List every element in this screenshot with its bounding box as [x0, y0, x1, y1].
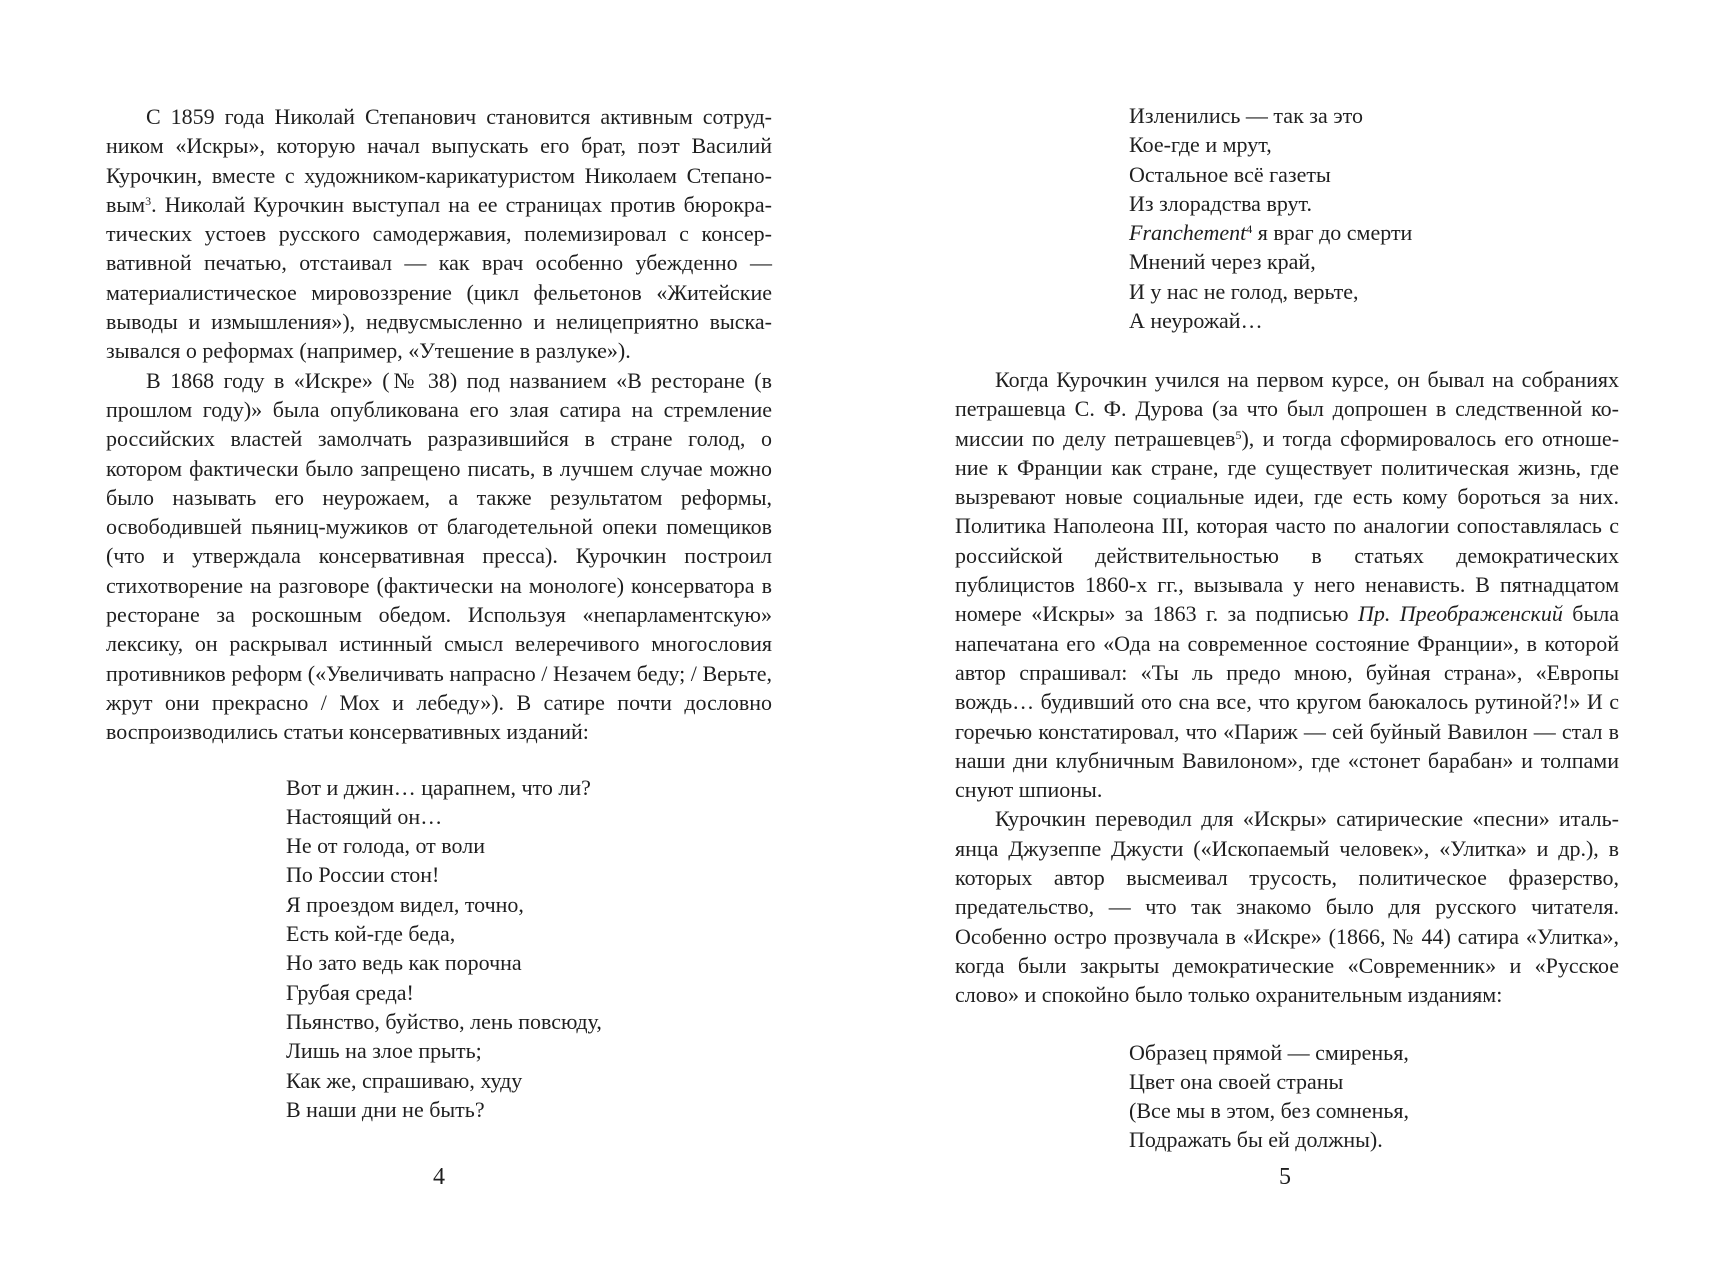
- verse-line: Цвет она своей страны: [1129, 1068, 1344, 1094]
- page-number: 5: [1279, 1164, 1291, 1190]
- verse-line: Остальное всё газеты: [1129, 161, 1331, 187]
- verse-stanza: [286, 773, 772, 1125]
- verse-line: Не от голода, от воли: [286, 833, 485, 859]
- verse-line: Я проездом видел, точно,: [286, 891, 524, 917]
- pseudonym: Пр. Преображенский: [1357, 601, 1563, 627]
- verse-stanza: [1129, 1038, 1619, 1155]
- verse-line: Из злорадства врут.: [1129, 190, 1313, 216]
- verse-line: А неурожай…: [1129, 308, 1263, 334]
- verse-line: Но зато ведь как порочна: [286, 950, 522, 976]
- foreign-word: Franchement: [1129, 220, 1247, 246]
- verse-line: Лишь на злое прыть;: [286, 1038, 482, 1064]
- verse-line: Образец прямой — смиренья,: [1129, 1039, 1409, 1065]
- verse-line: Настоящий он…: [286, 803, 443, 829]
- footnote-marker: 5: [1235, 427, 1242, 442]
- paragraph: В 1868 году в «Искре» (№ 38) под названием «В ресторане (в прошлом году)» была опубликована его злая сатира на стремление российских властей замолчать разразившийся в стране голод, о котором фактически было запрещено писать, в лучшем случае можно было называть его неурожаем, а также результатом реформы, освободившей пьяниц-мужиков от благодетельной опеки помещиков (что и утверждала консервативная пресса). Курочкин построил стихотворение на разговоре (фактически на монологе) консерватора в ресторане за роскошным обедом. Используя «непарламентскую» лексику, он раскрывал истинный смысл велеречивого многословия противников реформ («Увеличивать напрасно / Незачем беду; / Верьте, жрут они прекрасно / Мох и лебеду»). В сатире почти дословно воспроизводились статьи консервативных изданий:: [106, 367, 772, 745]
- page-number: 4: [433, 1164, 445, 1190]
- verse-line: Есть кой-где беда,: [286, 921, 456, 947]
- right-page: [856, 0, 1713, 1270]
- verse-line: Franchement$^4$ я враг до смерти: [1129, 220, 1413, 246]
- verse-line: В наши дни не быть?: [286, 1096, 485, 1122]
- verse-line: По России стон!: [286, 862, 440, 888]
- verse-line: Как же, спрашиваю, худу: [286, 1067, 523, 1093]
- verse-line: (Все мы в этом, без сомненья,: [1129, 1098, 1410, 1124]
- verse-line: Пьянство, буйство, лень повсюду,: [286, 1008, 602, 1034]
- verse-line: И у нас не голод, верьте,: [1129, 278, 1359, 304]
- verse-line: Вот и джин… царапнем, что ли?: [286, 774, 591, 800]
- verse-line: Мнений через край,: [1129, 249, 1316, 275]
- paragraph: С 1859 года Николай Степанович становится активным сотрудником «Искры», которую начал выпускать его брат, поэт Василий Курочкин, вместе с художником-карикатуристом Николаем Степановым$^3$. Николай Курочкин выступал на ее страницах против бюрократических устоев русского самодержавия, полемизировал с консервативной печатью, отстаивал — как врач особенно убежденно — материалистическое мировоззрение (цикл фельетонов «Житейские выводы и измышления»), недвусмысленно и нелицеприятно высказывался о реформах (например, «Утешение в разлуке»).: [106, 104, 772, 364]
- verse-line: Грубая среда!: [286, 979, 414, 1005]
- verse-line: Кое-где и мрут,: [1129, 132, 1272, 158]
- left-page: [0, 0, 856, 1270]
- verse-stanza: [1129, 101, 1412, 335]
- footnote-marker: 3: [145, 193, 152, 208]
- paragraph: Когда Курочкин учился на первом курсе, он бывал на собраниях петрашевца С. Ф. Дурова (за что был допрошен в следственной комиссии по делу петрашевцев$^5$), и тогда сформировалось его отношение к Франции как стране, где существует политическая жизнь, где вызревают новые социальные идеи, где есть кому бороться за них. Политика Наполеона III, которая часто по аналогии сопоставлялась с российской действительностью в статьях демократических публицистов 1860-х гг., вызывала у него ненависть. В пятнадцатом номере «Искры» за 1863 г. за подписью Пр. Преображенский была напечатана его «Ода на современное состояние Франции», в которой автор спрашивал: «Ты ль предо мною, буйная страна», «Европы вождь… будивший ото сна все, что кругом баюкалось рутиной?!» И с горечью констатировал, что «Париж — сей буйный Вавилон — стал в наши дни клубничным Вавилоном», где «стонет барабан» и толпами снуют шпионы.: [955, 367, 1620, 803]
- paragraph: Курочкин переводил для «Искры» сатирические «песни» итальянца Джузеппе Джусти («Ископаемый человек», «Улитка» и др.), в которых автор высмеивал трусость, политическое фразерство, предательство, — что так знакомо было для русского читателя. Особенно остро прозвучала в «Искре» (1866, № 44) сатира «Улитка», когда были закрыты демократические «Современник» и «Русское слово» и спокойно было только охранительным изданиям:: [955, 806, 1619, 1008]
- footnote-marker: 4: [1246, 222, 1253, 237]
- verse-line: Изленились — так за это: [1129, 103, 1363, 128]
- left-text-block: [106, 102, 772, 1124]
- right-text-block: [955, 365, 1619, 1155]
- verse-line: Подражать бы ей должны).: [1129, 1127, 1383, 1153]
